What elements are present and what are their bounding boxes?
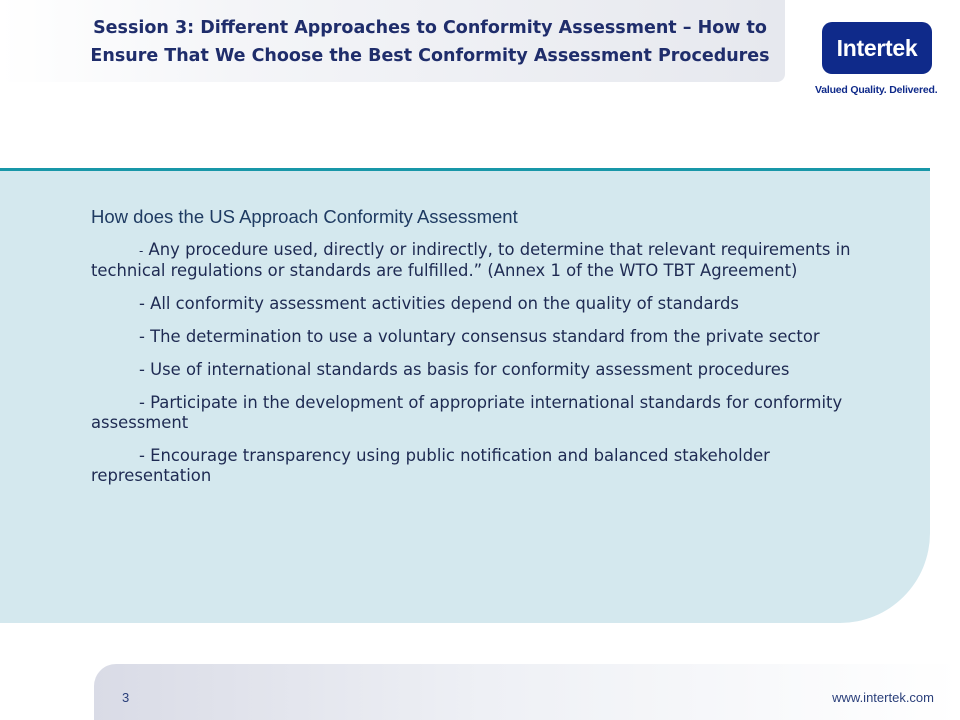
intertek-logo: [822, 22, 932, 74]
logo-tagline: Valued Quality. Delivered.: [815, 84, 938, 96]
paragraph-5: - Participate in the development of appropriate international standards for conformity assessment: [91, 393, 843, 432]
paragraph-1-dash: -: [139, 244, 144, 258]
footer-url[interactable]: www.intertek.com: [832, 690, 934, 705]
page-number: 3: [122, 690, 130, 705]
paragraph-2: - All conformity assessment activities depend on the quality of standards: [139, 294, 739, 313]
paragraph-3: - The determination to use a voluntary consensus standard from the private sector: [139, 327, 820, 346]
content-heading: How does the US Approach Conformity Assessment: [91, 206, 518, 227]
paragraph-1: [91, 240, 881, 281]
footer-bar: [94, 664, 960, 720]
slide-title-line-2: Ensure That We Choose the Best Conformity Assessment Procedures: [90, 46, 770, 66]
slide-title-line-1: Session 3: Different Approaches to Conformity Assessment – How to: [93, 18, 767, 38]
paragraph-4: - Use of international standards as basis for conformity assessment procedures: [139, 360, 790, 379]
paragraph-6: - Encourage transparency using public notification and balanced stakeholder representation: [91, 446, 770, 485]
content-body: [91, 240, 881, 499]
paragraph-1-text: Any procedure used, directly or indirectly, to determine that relevant requirements in technical regulations or standards are fulfilled.” (Annex 1 of the WTO TBT Agreement): [91, 240, 851, 280]
logo-text: Intertek: [836, 34, 918, 61]
slide-title: [80, 14, 780, 70]
